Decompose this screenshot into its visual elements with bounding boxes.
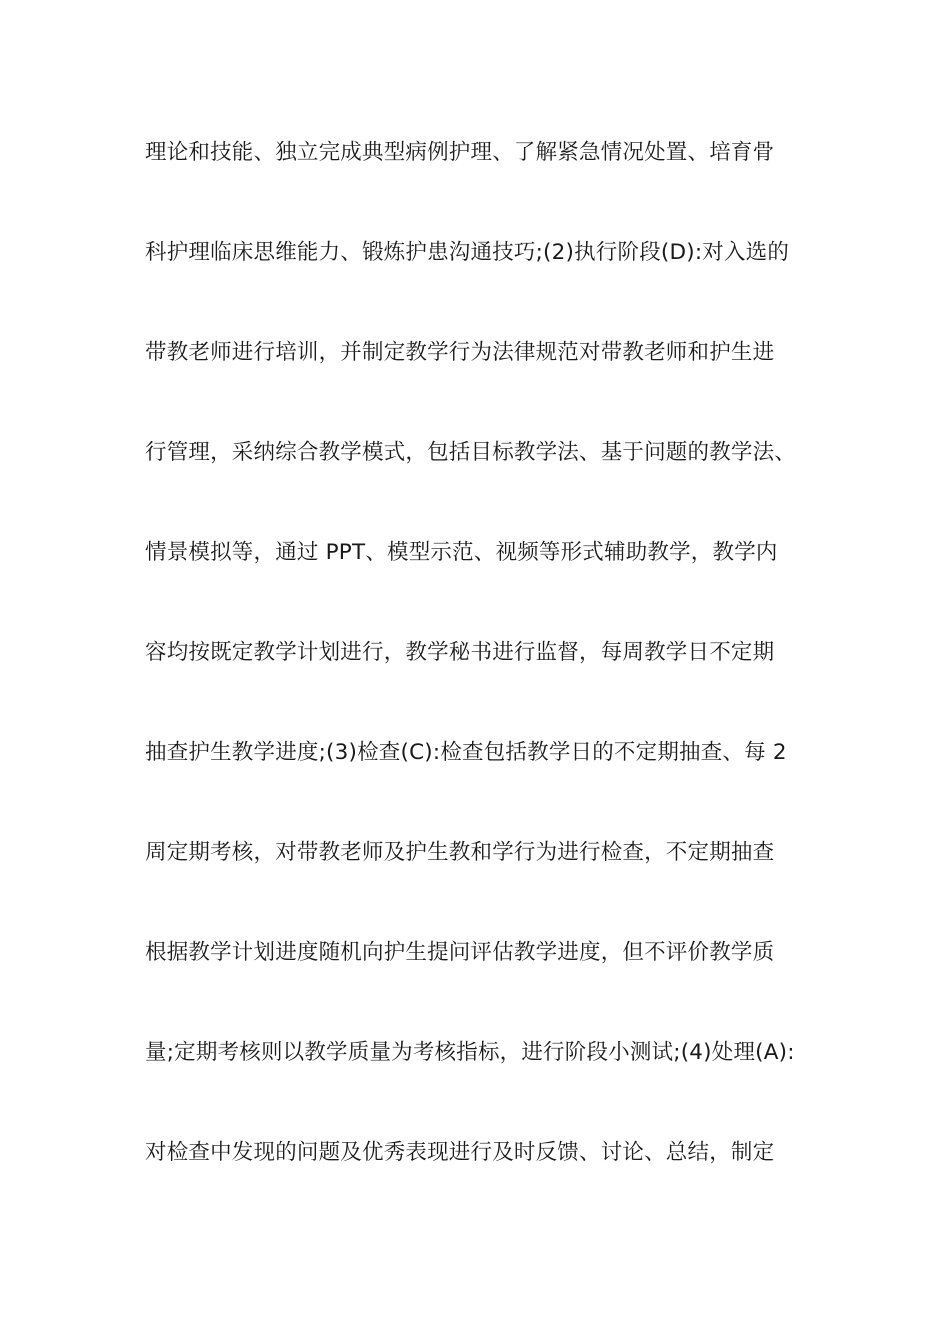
text-line: 带教老师进行培训，并制定教学行为法律规范对带教老师和护生进: [145, 340, 775, 365]
text-line: 行管理，采纳综合教学模式，包括目标教学法、基于问题的教学法、: [145, 440, 797, 465]
text-line: 科护理临床思维能力、锻炼护患沟通技巧;(2)执行阶段(D):对入选的: [145, 240, 790, 265]
text-line: 情景模拟等，通过 PPT、模型示范、视频等形式辅助教学，教学内: [145, 540, 778, 565]
text-line: 量;定期考核则以教学质量为考核指标，进行阶段小测试;(4)处理(A):: [145, 1040, 795, 1065]
text-line: 周定期考核，对带教老师及护生教和学行为进行检查，不定期抽查: [145, 840, 775, 865]
text-line: 对检查中发现的问题及优秀表现进行及时反馈、讨论、总结，制定: [145, 1140, 775, 1165]
text-line: 抽查护生教学进度;(3)检查(C):检查包括教学日的不定期抽查、每 2: [145, 740, 787, 765]
body-text: [145, 128, 825, 1228]
text-line: 根据教学计划进度随机向护生提问评估教学进度，但不评价教学质: [145, 940, 775, 965]
text-line: 理论和技能、独立完成典型病例护理、了解紧急情况处置、培育骨: [145, 140, 775, 165]
text-line: 容均按既定教学计划进行，教学秘书进行监督，每周教学日不定期: [145, 640, 775, 665]
